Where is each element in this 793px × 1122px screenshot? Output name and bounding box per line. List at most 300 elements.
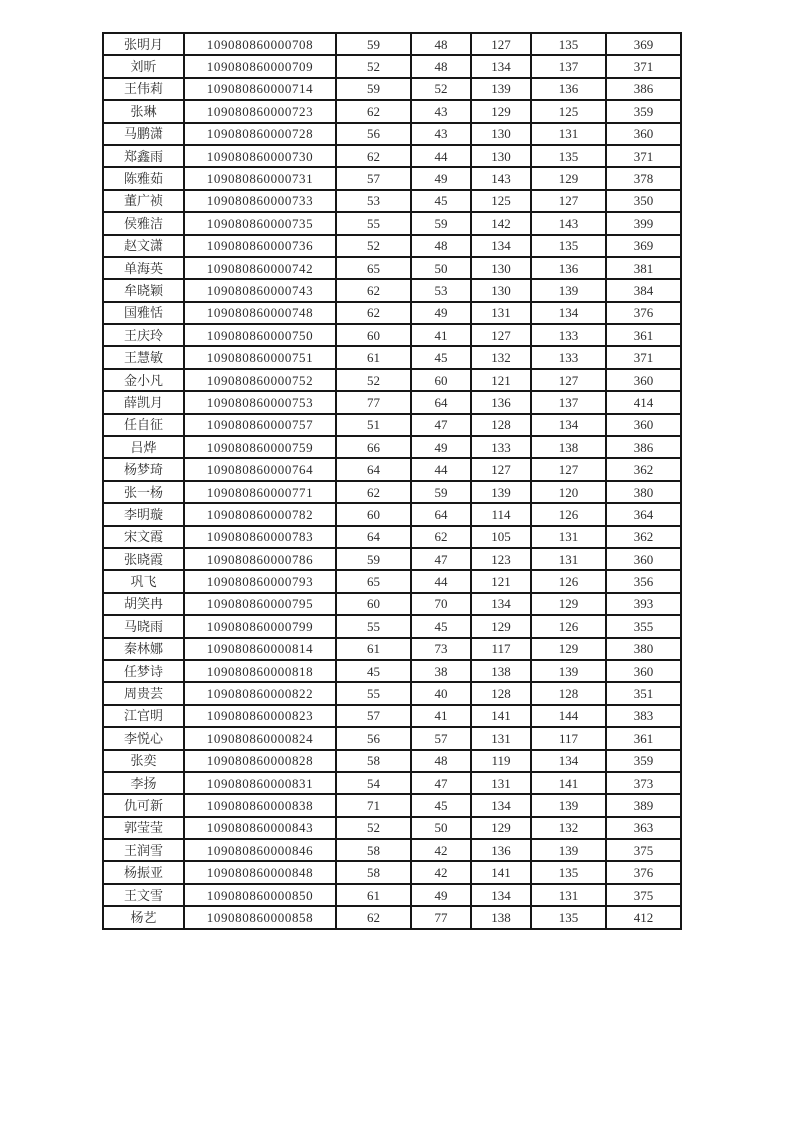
score-1-cell: 71 xyxy=(336,794,411,816)
score-3-cell: 121 xyxy=(471,369,531,391)
total-score-cell: 380 xyxy=(606,481,681,503)
table-row xyxy=(103,167,681,189)
score-2-cell: 50 xyxy=(411,817,471,839)
total-score-cell: 359 xyxy=(606,750,681,772)
exam-number-cell: 109080860000764 xyxy=(184,458,336,480)
student-name-cell: 国雅恬 xyxy=(103,302,184,324)
score-1-cell: 62 xyxy=(336,100,411,122)
total-score-cell: 393 xyxy=(606,593,681,615)
score-3-cell: 133 xyxy=(471,436,531,458)
score-3-cell: 127 xyxy=(471,324,531,346)
table-row xyxy=(103,100,681,122)
exam-number-cell: 109080860000828 xyxy=(184,750,336,772)
student-name-cell: 李悦心 xyxy=(103,727,184,749)
exam-number-cell: 109080860000822 xyxy=(184,682,336,704)
student-name-cell: 王庆玲 xyxy=(103,324,184,346)
score-4-cell: 139 xyxy=(531,794,606,816)
table-row xyxy=(103,458,681,480)
score-2-cell: 48 xyxy=(411,33,471,55)
total-score-cell: 376 xyxy=(606,861,681,883)
score-4-cell: 129 xyxy=(531,167,606,189)
score-3-cell: 114 xyxy=(471,503,531,525)
score-4-cell: 131 xyxy=(531,526,606,548)
score-4-cell: 135 xyxy=(531,33,606,55)
score-3-cell: 119 xyxy=(471,750,531,772)
table-row xyxy=(103,794,681,816)
table-row xyxy=(103,346,681,368)
total-score-cell: 386 xyxy=(606,78,681,100)
score-2-cell: 53 xyxy=(411,279,471,301)
score-1-cell: 55 xyxy=(336,682,411,704)
exam-number-cell: 109080860000818 xyxy=(184,660,336,682)
score-1-cell: 52 xyxy=(336,235,411,257)
score-1-cell: 65 xyxy=(336,570,411,592)
score-3-cell: 130 xyxy=(471,123,531,145)
student-name-cell: 秦林娜 xyxy=(103,638,184,660)
score-1-cell: 55 xyxy=(336,212,411,234)
score-4-cell: 139 xyxy=(531,279,606,301)
score-2-cell: 41 xyxy=(411,705,471,727)
score-2-cell: 48 xyxy=(411,750,471,772)
student-name-cell: 杨振亚 xyxy=(103,861,184,883)
table-row xyxy=(103,55,681,77)
score-3-cell: 134 xyxy=(471,55,531,77)
total-score-cell: 399 xyxy=(606,212,681,234)
score-4-cell: 134 xyxy=(531,414,606,436)
score-1-cell: 58 xyxy=(336,750,411,772)
exam-number-cell: 109080860000750 xyxy=(184,324,336,346)
exam-number-cell: 109080860000731 xyxy=(184,167,336,189)
student-name-cell: 任梦诗 xyxy=(103,660,184,682)
total-score-cell: 360 xyxy=(606,414,681,436)
student-name-cell: 董广祯 xyxy=(103,190,184,212)
total-score-cell: 376 xyxy=(606,302,681,324)
score-1-cell: 55 xyxy=(336,615,411,637)
student-name-cell: 王慧敏 xyxy=(103,346,184,368)
score-2-cell: 64 xyxy=(411,391,471,413)
score-2-cell: 73 xyxy=(411,638,471,660)
exam-number-cell: 109080860000730 xyxy=(184,145,336,167)
student-name-cell: 杨艺 xyxy=(103,906,184,928)
score-3-cell: 129 xyxy=(471,100,531,122)
total-score-cell: 386 xyxy=(606,436,681,458)
exam-number-cell: 109080860000814 xyxy=(184,638,336,660)
score-4-cell: 132 xyxy=(531,817,606,839)
exam-number-cell: 109080860000708 xyxy=(184,33,336,55)
table-row xyxy=(103,78,681,100)
score-4-cell: 126 xyxy=(531,615,606,637)
score-3-cell: 130 xyxy=(471,279,531,301)
student-name-cell: 郭莹莹 xyxy=(103,817,184,839)
table-row xyxy=(103,548,681,570)
score-2-cell: 44 xyxy=(411,570,471,592)
score-2-cell: 77 xyxy=(411,906,471,928)
table-row xyxy=(103,638,681,660)
score-3-cell: 134 xyxy=(471,593,531,615)
student-name-cell: 张晓霞 xyxy=(103,548,184,570)
score-4-cell: 144 xyxy=(531,705,606,727)
score-2-cell: 48 xyxy=(411,55,471,77)
table-row xyxy=(103,861,681,883)
score-1-cell: 57 xyxy=(336,167,411,189)
student-name-cell: 仇可新 xyxy=(103,794,184,816)
student-name-cell: 李扬 xyxy=(103,772,184,794)
table-row xyxy=(103,279,681,301)
total-score-cell: 378 xyxy=(606,167,681,189)
score-3-cell: 139 xyxy=(471,481,531,503)
student-name-cell: 王伟莉 xyxy=(103,78,184,100)
exam-number-cell: 109080860000795 xyxy=(184,593,336,615)
exam-number-cell: 109080860000742 xyxy=(184,257,336,279)
student-name-cell: 吕烨 xyxy=(103,436,184,458)
score-4-cell: 137 xyxy=(531,391,606,413)
score-4-cell: 136 xyxy=(531,78,606,100)
student-name-cell: 刘昕 xyxy=(103,55,184,77)
table-row xyxy=(103,481,681,503)
total-score-cell: 362 xyxy=(606,458,681,480)
table-row xyxy=(103,414,681,436)
exam-number-cell: 109080860000831 xyxy=(184,772,336,794)
score-2-cell: 47 xyxy=(411,772,471,794)
score-3-cell: 129 xyxy=(471,615,531,637)
score-1-cell: 52 xyxy=(336,817,411,839)
exam-number-cell: 109080860000743 xyxy=(184,279,336,301)
table-row xyxy=(103,906,681,928)
student-name-cell: 马鹏潇 xyxy=(103,123,184,145)
score-1-cell: 52 xyxy=(336,55,411,77)
table-row xyxy=(103,324,681,346)
score-1-cell: 57 xyxy=(336,705,411,727)
total-score-cell: 360 xyxy=(606,660,681,682)
score-3-cell: 127 xyxy=(471,458,531,480)
exam-number-cell: 109080860000783 xyxy=(184,526,336,548)
student-name-cell: 张一杨 xyxy=(103,481,184,503)
score-3-cell: 123 xyxy=(471,548,531,570)
table-row xyxy=(103,727,681,749)
score-4-cell: 120 xyxy=(531,481,606,503)
exam-number-cell: 109080860000838 xyxy=(184,794,336,816)
total-score-cell: 359 xyxy=(606,100,681,122)
score-1-cell: 51 xyxy=(336,414,411,436)
score-1-cell: 60 xyxy=(336,324,411,346)
score-1-cell: 52 xyxy=(336,369,411,391)
student-name-cell: 郑鑫雨 xyxy=(103,145,184,167)
exam-number-cell: 109080860000751 xyxy=(184,346,336,368)
score-2-cell: 49 xyxy=(411,167,471,189)
table-row xyxy=(103,190,681,212)
table-row xyxy=(103,369,681,391)
student-name-cell: 侯雅洁 xyxy=(103,212,184,234)
exam-number-cell: 109080860000793 xyxy=(184,570,336,592)
student-name-cell: 周贵芸 xyxy=(103,682,184,704)
total-score-cell: 412 xyxy=(606,906,681,928)
total-score-cell: 371 xyxy=(606,346,681,368)
score-3-cell: 130 xyxy=(471,257,531,279)
total-score-cell: 362 xyxy=(606,526,681,548)
exam-number-cell: 109080860000823 xyxy=(184,705,336,727)
student-name-cell: 张奕 xyxy=(103,750,184,772)
student-name-cell: 薛凯月 xyxy=(103,391,184,413)
score-3-cell: 134 xyxy=(471,884,531,906)
score-2-cell: 50 xyxy=(411,257,471,279)
exam-number-cell: 109080860000757 xyxy=(184,414,336,436)
table-row xyxy=(103,526,681,548)
score-1-cell: 62 xyxy=(336,906,411,928)
table-row xyxy=(103,593,681,615)
table-row xyxy=(103,257,681,279)
table-row xyxy=(103,772,681,794)
score-1-cell: 77 xyxy=(336,391,411,413)
score-4-cell: 126 xyxy=(531,503,606,525)
score-2-cell: 45 xyxy=(411,346,471,368)
score-4-cell: 127 xyxy=(531,458,606,480)
student-name-cell: 单海英 xyxy=(103,257,184,279)
exam-number-cell: 109080860000782 xyxy=(184,503,336,525)
total-score-cell: 351 xyxy=(606,682,681,704)
student-name-cell: 牟晓颖 xyxy=(103,279,184,301)
exam-number-cell: 109080860000752 xyxy=(184,369,336,391)
score-3-cell: 129 xyxy=(471,817,531,839)
score-3-cell: 136 xyxy=(471,391,531,413)
exam-number-cell: 109080860000759 xyxy=(184,436,336,458)
score-table-body xyxy=(103,33,681,929)
score-2-cell: 62 xyxy=(411,526,471,548)
score-4-cell: 126 xyxy=(531,570,606,592)
exam-number-cell: 109080860000850 xyxy=(184,884,336,906)
score-3-cell: 131 xyxy=(471,772,531,794)
student-name-cell: 杨梦琦 xyxy=(103,458,184,480)
score-1-cell: 45 xyxy=(336,660,411,682)
score-4-cell: 127 xyxy=(531,190,606,212)
table-row xyxy=(103,884,681,906)
score-4-cell: 133 xyxy=(531,346,606,368)
score-3-cell: 143 xyxy=(471,167,531,189)
table-row xyxy=(103,436,681,458)
total-score-cell: 373 xyxy=(606,772,681,794)
exam-number-cell: 109080860000786 xyxy=(184,548,336,570)
exam-number-cell: 109080860000714 xyxy=(184,78,336,100)
total-score-cell: 361 xyxy=(606,727,681,749)
score-1-cell: 61 xyxy=(336,638,411,660)
table-row xyxy=(103,33,681,55)
student-name-cell: 张琳 xyxy=(103,100,184,122)
exam-number-cell: 109080860000723 xyxy=(184,100,336,122)
score-4-cell: 135 xyxy=(531,906,606,928)
table-row xyxy=(103,615,681,637)
table-row xyxy=(103,391,681,413)
score-4-cell: 134 xyxy=(531,750,606,772)
table-row xyxy=(103,660,681,682)
table-row xyxy=(103,145,681,167)
score-2-cell: 45 xyxy=(411,615,471,637)
score-2-cell: 57 xyxy=(411,727,471,749)
score-1-cell: 59 xyxy=(336,33,411,55)
score-2-cell: 60 xyxy=(411,369,471,391)
exam-number-cell: 109080860000771 xyxy=(184,481,336,503)
total-score-cell: 380 xyxy=(606,638,681,660)
student-name-cell: 张明月 xyxy=(103,33,184,55)
score-3-cell: 139 xyxy=(471,78,531,100)
score-1-cell: 54 xyxy=(336,772,411,794)
score-2-cell: 49 xyxy=(411,884,471,906)
score-3-cell: 132 xyxy=(471,346,531,368)
score-2-cell: 45 xyxy=(411,190,471,212)
score-2-cell: 59 xyxy=(411,212,471,234)
score-1-cell: 56 xyxy=(336,727,411,749)
total-score-cell: 375 xyxy=(606,884,681,906)
score-3-cell: 134 xyxy=(471,794,531,816)
score-4-cell: 136 xyxy=(531,257,606,279)
exam-number-cell: 109080860000736 xyxy=(184,235,336,257)
student-name-cell: 宋文霞 xyxy=(103,526,184,548)
table-row xyxy=(103,570,681,592)
score-3-cell: 138 xyxy=(471,906,531,928)
score-1-cell: 65 xyxy=(336,257,411,279)
score-3-cell: 138 xyxy=(471,660,531,682)
score-1-cell: 64 xyxy=(336,526,411,548)
student-name-cell: 胡笑冉 xyxy=(103,593,184,615)
score-4-cell: 138 xyxy=(531,436,606,458)
table-row xyxy=(103,817,681,839)
score-4-cell: 125 xyxy=(531,100,606,122)
exam-number-cell: 109080860000733 xyxy=(184,190,336,212)
table-row xyxy=(103,839,681,861)
total-score-cell: 371 xyxy=(606,55,681,77)
score-3-cell: 141 xyxy=(471,705,531,727)
student-name-cell: 王文雪 xyxy=(103,884,184,906)
score-2-cell: 44 xyxy=(411,145,471,167)
exam-number-cell: 109080860000848 xyxy=(184,861,336,883)
score-2-cell: 59 xyxy=(411,481,471,503)
score-4-cell: 131 xyxy=(531,548,606,570)
exam-number-cell: 109080860000858 xyxy=(184,906,336,928)
total-score-cell: 360 xyxy=(606,548,681,570)
score-3-cell: 121 xyxy=(471,570,531,592)
score-3-cell: 125 xyxy=(471,190,531,212)
total-score-cell: 369 xyxy=(606,235,681,257)
total-score-cell: 361 xyxy=(606,324,681,346)
score-4-cell: 139 xyxy=(531,660,606,682)
score-3-cell: 136 xyxy=(471,839,531,861)
total-score-cell: 369 xyxy=(606,33,681,55)
score-1-cell: 59 xyxy=(336,78,411,100)
score-1-cell: 61 xyxy=(336,884,411,906)
table-row xyxy=(103,212,681,234)
score-3-cell: 127 xyxy=(471,33,531,55)
score-2-cell: 45 xyxy=(411,794,471,816)
score-3-cell: 105 xyxy=(471,526,531,548)
total-score-cell: 375 xyxy=(606,839,681,861)
total-score-cell: 389 xyxy=(606,794,681,816)
score-2-cell: 38 xyxy=(411,660,471,682)
score-4-cell: 131 xyxy=(531,884,606,906)
table-row xyxy=(103,235,681,257)
total-score-cell: 360 xyxy=(606,369,681,391)
score-1-cell: 64 xyxy=(336,458,411,480)
score-2-cell: 48 xyxy=(411,235,471,257)
score-2-cell: 42 xyxy=(411,861,471,883)
total-score-cell: 355 xyxy=(606,615,681,637)
score-3-cell: 117 xyxy=(471,638,531,660)
total-score-cell: 384 xyxy=(606,279,681,301)
score-3-cell: 131 xyxy=(471,727,531,749)
score-1-cell: 58 xyxy=(336,861,411,883)
score-1-cell: 62 xyxy=(336,279,411,301)
score-1-cell: 60 xyxy=(336,593,411,615)
score-4-cell: 134 xyxy=(531,302,606,324)
score-2-cell: 40 xyxy=(411,682,471,704)
score-2-cell: 47 xyxy=(411,414,471,436)
student-name-cell: 江官明 xyxy=(103,705,184,727)
total-score-cell: 381 xyxy=(606,257,681,279)
score-4-cell: 129 xyxy=(531,593,606,615)
table-row xyxy=(103,302,681,324)
score-4-cell: 139 xyxy=(531,839,606,861)
score-4-cell: 143 xyxy=(531,212,606,234)
score-4-cell: 129 xyxy=(531,638,606,660)
score-2-cell: 49 xyxy=(411,436,471,458)
table-row xyxy=(103,682,681,704)
score-3-cell: 134 xyxy=(471,235,531,257)
score-4-cell: 117 xyxy=(531,727,606,749)
student-name-cell: 金小凡 xyxy=(103,369,184,391)
score-3-cell: 130 xyxy=(471,145,531,167)
total-score-cell: 356 xyxy=(606,570,681,592)
score-3-cell: 142 xyxy=(471,212,531,234)
score-1-cell: 59 xyxy=(336,548,411,570)
score-3-cell: 131 xyxy=(471,302,531,324)
score-1-cell: 62 xyxy=(336,481,411,503)
table-row xyxy=(103,503,681,525)
score-4-cell: 133 xyxy=(531,324,606,346)
total-score-cell: 371 xyxy=(606,145,681,167)
score-2-cell: 52 xyxy=(411,78,471,100)
exam-number-cell: 109080860000735 xyxy=(184,212,336,234)
total-score-cell: 364 xyxy=(606,503,681,525)
score-1-cell: 53 xyxy=(336,190,411,212)
exam-number-cell: 109080860000846 xyxy=(184,839,336,861)
score-4-cell: 141 xyxy=(531,772,606,794)
score-4-cell: 135 xyxy=(531,145,606,167)
score-1-cell: 58 xyxy=(336,839,411,861)
total-score-cell: 363 xyxy=(606,817,681,839)
student-name-cell: 陈雅茹 xyxy=(103,167,184,189)
total-score-cell: 360 xyxy=(606,123,681,145)
exam-number-cell: 109080860000709 xyxy=(184,55,336,77)
score-2-cell: 43 xyxy=(411,123,471,145)
exam-number-cell: 109080860000748 xyxy=(184,302,336,324)
score-3-cell: 128 xyxy=(471,682,531,704)
total-score-cell: 414 xyxy=(606,391,681,413)
table-row xyxy=(103,750,681,772)
score-1-cell: 56 xyxy=(336,123,411,145)
exam-number-cell: 109080860000799 xyxy=(184,615,336,637)
score-2-cell: 42 xyxy=(411,839,471,861)
score-1-cell: 62 xyxy=(336,145,411,167)
student-name-cell: 马晓雨 xyxy=(103,615,184,637)
score-2-cell: 41 xyxy=(411,324,471,346)
score-table xyxy=(102,32,682,930)
student-name-cell: 巩飞 xyxy=(103,570,184,592)
score-2-cell: 64 xyxy=(411,503,471,525)
exam-number-cell: 109080860000824 xyxy=(184,727,336,749)
score-3-cell: 141 xyxy=(471,861,531,883)
score-1-cell: 60 xyxy=(336,503,411,525)
total-score-cell: 350 xyxy=(606,190,681,212)
score-4-cell: 135 xyxy=(531,235,606,257)
score-1-cell: 61 xyxy=(336,346,411,368)
score-4-cell: 127 xyxy=(531,369,606,391)
